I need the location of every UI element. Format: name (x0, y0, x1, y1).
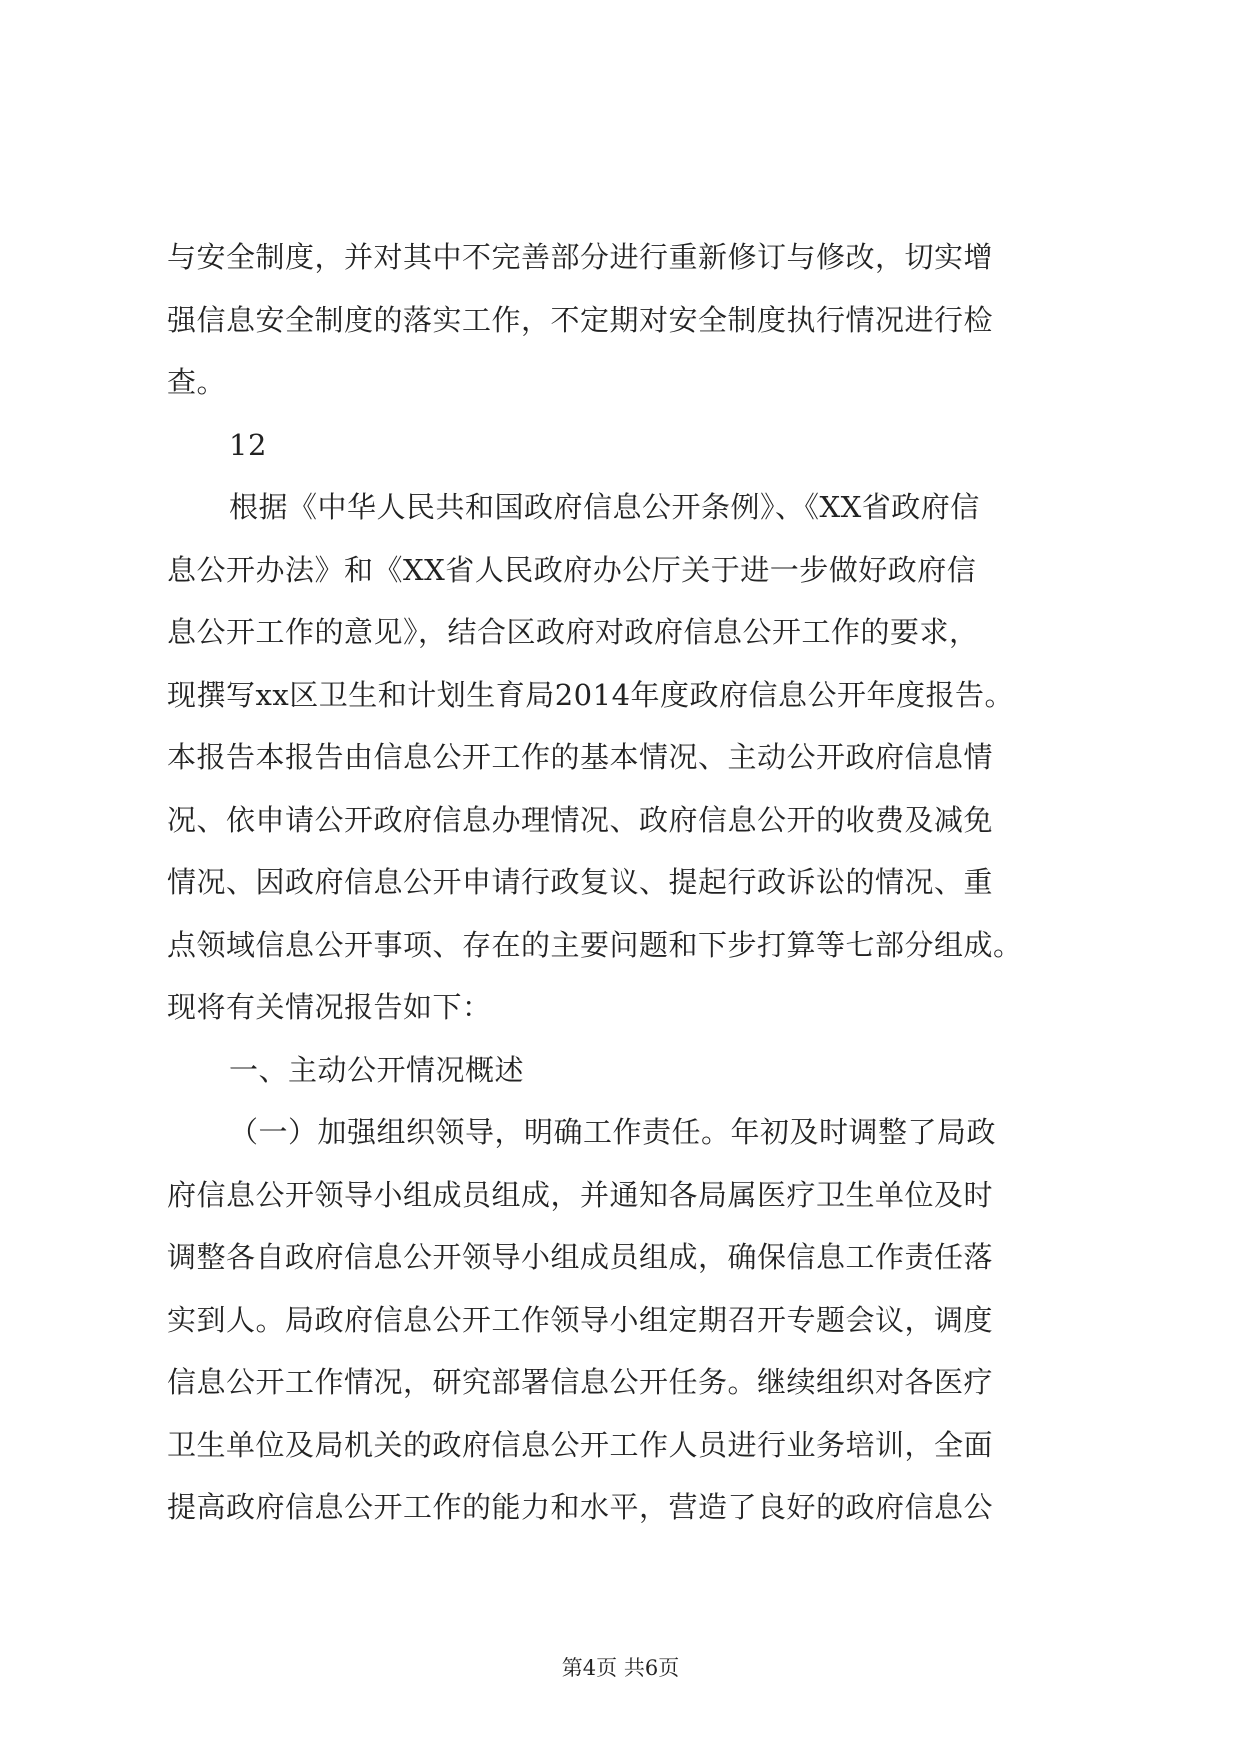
text-line: 现撰写xx区卫生和计划生育局2014年度政府信息公开年度报告。 (167, 677, 1015, 712)
text-line: 卫生单位及局机关的政府信息公开工作人员进行业务培训，全面 (167, 1427, 994, 1462)
text-line: 现将有关情况报告如下： (167, 990, 492, 1024)
text-line: （一）加强组织领导，明确工作责任。年初及时调整了局政 (229, 1115, 997, 1149)
text-line: 强信息安全制度的落实工作，不定期对安全制度执行情况进行检 (167, 302, 994, 337)
text-line: 府信息公开领导小组成员组成，并通知各局属医疗卫生单位及时 (167, 1177, 994, 1212)
text-line: 查。 (167, 365, 227, 399)
text-line: 信息公开工作情况，研究部署信息公开任务。继续组织对各医疗 (167, 1365, 994, 1399)
text-line: 根据《中华人民共和国政府信息公开条例》、《XX省政府信 (229, 490, 980, 524)
text-line: 情况、因政府信息公开申请行政复议、提起行政诉讼的情况、重 (167, 865, 994, 899)
text-line: 提高政府信息公开工作的能力和水平，营造了良好的政府信息公 (167, 1490, 994, 1524)
text-line: 调整各自政府信息公开领导小组成员组成，确保信息工作责任落 (167, 1240, 994, 1274)
text-line: 实到人。局政府信息公开工作领导小组定期召开专题会议，调度 (167, 1302, 994, 1337)
page-footer: 第4页 共6页 (561, 1656, 680, 1680)
text-line: 本报告本报告由信息公开工作的基本情况、主动公开政府信息情 (167, 740, 994, 774)
text-line: 点领域信息公开事项、存在的主要问题和下步打算等七部分组成。 (167, 927, 1023, 962)
text-line: 息公开办法》和《XX省人民政府办公厅关于进一步做好政府信 (167, 552, 977, 587)
text-line: 12 (229, 427, 267, 462)
section-heading: 一、主动公开情况概述 (229, 1052, 525, 1087)
text-line: 与安全制度，并对其中不完善部分进行重新修订与修改，切实增 (167, 240, 994, 274)
text-line: 息公开工作的意见》，结合区政府对政府信息公开工作的要求， (167, 615, 979, 649)
text-line: 况、依申请公开政府信息办理情况、政府信息公开的收费及减免 (167, 802, 994, 837)
body-text (167, 226, 1072, 1539)
